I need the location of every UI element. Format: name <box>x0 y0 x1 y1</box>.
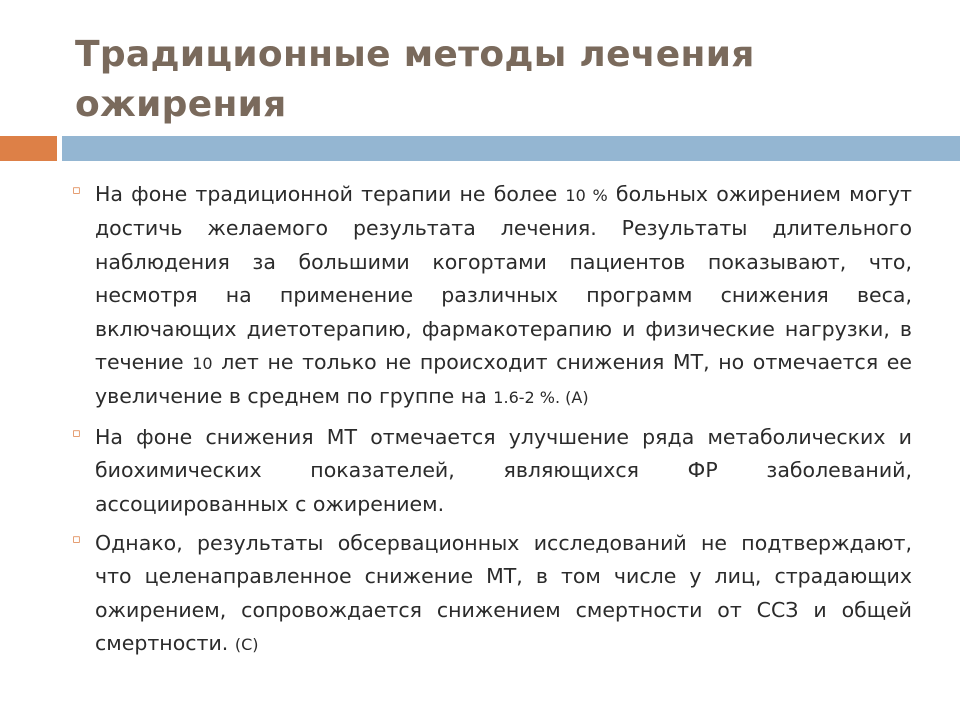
bullet-2-text: На фоне снижения МТ отмечается улучшение ряда метаболических и биохимических показателей, являющихся ФР заболеваний, ассоциированных с ожирением. <box>95 424 912 516</box>
square-bullet-icon: ▫ <box>72 183 81 198</box>
bullet-1-years: 10 <box>192 354 213 374</box>
bullet-item-2 <box>70 421 912 521</box>
square-bullet-icon: ▫ <box>72 532 81 548</box>
bullet-item-1 <box>70 178 912 415</box>
bullet-3-text: Однако, результаты обсервационных исследований не подтверждают, что целенаправленное снижение МТ, в том числе у лиц, страдающих ожирением, сопровождается снижением смертности от ССЗ и общей смертности. <box>95 531 912 656</box>
square-bullet-icon: ▫ <box>72 425 81 441</box>
slide-title: Традиционные методы лечения ожирения <box>75 34 755 125</box>
bullet-item-3 <box>70 527 912 662</box>
bullet-1-text-a: На фоне традиционной терапии не более <box>95 182 566 206</box>
bullet-list <box>70 178 912 668</box>
bullet-3-grade: (С) <box>234 635 259 655</box>
bullet-1-text-b: больных ожирением могут достичь желаемого результата лечения. Результаты длительного наблюдения за большими когортами пациентов показывают, что, несмотря на применение различных программ снижения веса, включающих диетотерапию, фармакотерапию и физические нагрузки, в течение <box>95 182 912 375</box>
accent-bar-orange <box>0 136 57 161</box>
bullet-1-text-c: лет не только не происходит снижения МТ, но отмечается ее увеличение в среднем по группе на <box>95 350 912 409</box>
bullet-1-percent: 10 % <box>565 186 608 205</box>
bullet-1-grade: (А) <box>560 388 589 408</box>
bullet-1-range: 1.6-2 %. <box>493 388 561 408</box>
accent-bar-blue <box>62 136 960 161</box>
